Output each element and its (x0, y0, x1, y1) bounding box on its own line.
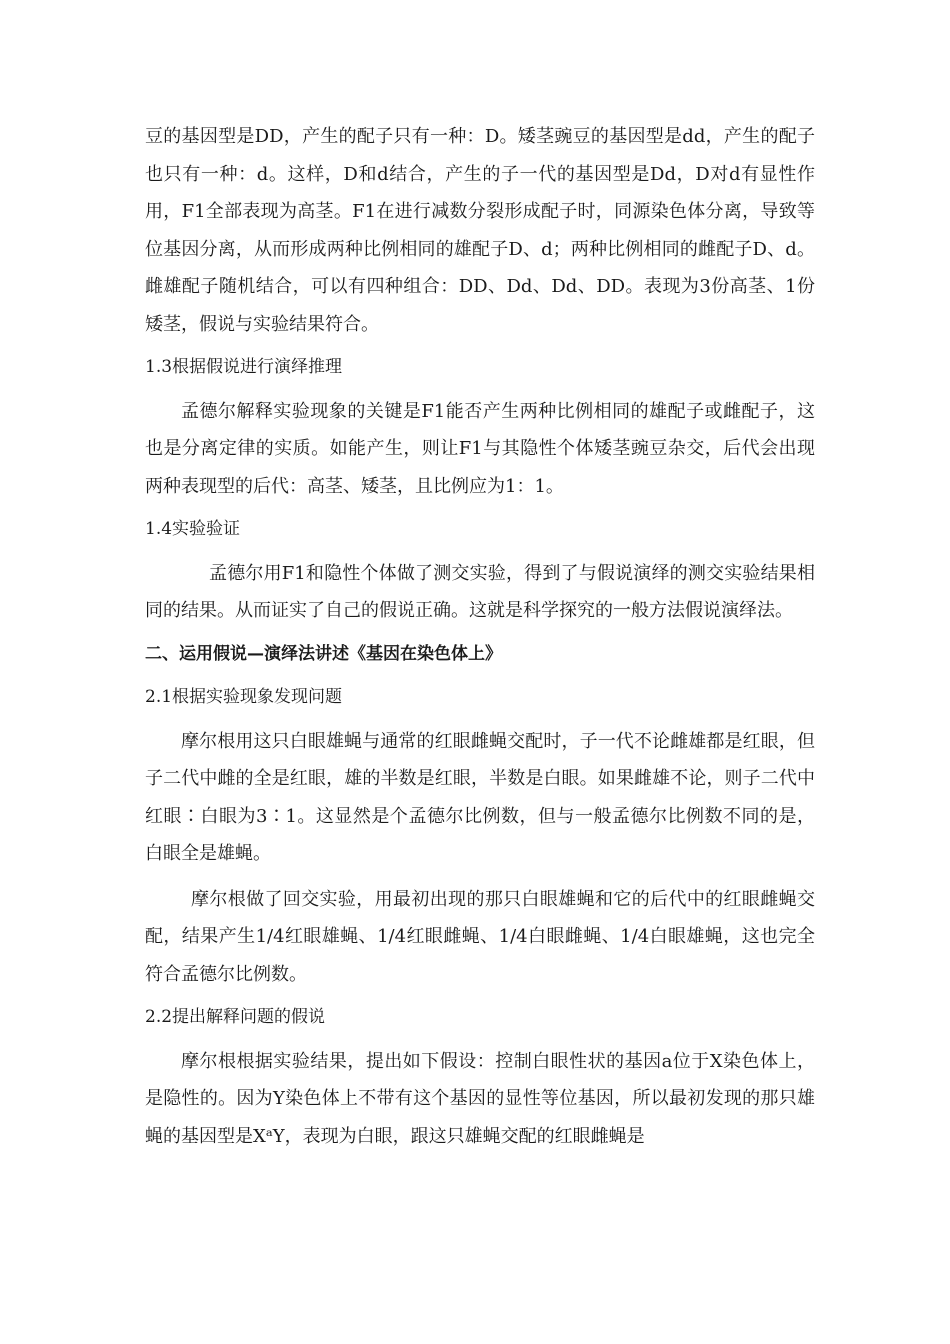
document-page (145, 118, 815, 1155)
paragraph-deduction: 孟德尔解释实验现象的关键是F1能否产生两种比例相同的雄配子或雌配子，这也是分离定律的实质。如能产生，则让F1与其隐性个体矮茎豌豆杂交，后代会出现两种表现型的后代：高茎、矮茎，且比例应为1：1。 (145, 400, 815, 497)
heading-1-4: 1.4实验验证 (145, 519, 241, 539)
paragraph-backcross: 摩尔根做了回交实验，用最初出现的那只白眼雄蝇和它的后代中的红眼雌蝇交配，结果产生1/4红眼雄蝇、1/4红眼雌蝇、1/4白眼雌蝇、1/4白眼雄蝇，这也完全符合孟德尔比例数。 (145, 888, 815, 985)
section-title-2: 二、运用假说—演绎法讲述《基因在染色体上》 (145, 643, 502, 664)
heading-1-3: 1.3根据假说进行演绎推理 (145, 357, 343, 377)
heading-2-1: 2.1根据实验现象发现问题 (145, 687, 343, 707)
paragraph-morgan-cross: 摩尔根用这只白眼雄蝇与通常的红眼雌蝇交配时，子一代不论雌雄都是红眼，但子二代中雌的全是红眼，雄的半数是红眼，半数是白眼。如果雌雄不论，则子二代中红眼∶白眼为3∶1。这显然是个孟德尔比例数，但与一般孟德尔比例数不同的是，白眼全是雄蝇。 (145, 730, 815, 864)
paragraph-dd-gametes: 豆的基因型是DD，产生的配子只有一种：D。矮茎豌豆的基因型是dd，产生的配子也只有一种：d。这样，D和d结合，产生的子一代的基因型是Dd，D对d有显性作用，F1全部表现为高茎。F1在进行减数分裂形成配子时，同源染色体分离，导致等位基因分离，从而形成两种比例相同的雄配子D、d；两种比例相同的雌配子D、d。雌雄配子随机结合，可以有四种组合：DD、Dd、Dd、DD。表现为3份高茎、1份矮茎，假说与实验结果符合。 (145, 126, 815, 335)
paragraph-hypothesis: 摩尔根根据实验结果，提出如下假设：控制白眼性状的基因a位于X染色体上，是隐性的。因为Y染色体上不带有这个基因的显性等位基因，所以最初发现的那只雄蝇的基因型是XᵃY，表现为白眼，跟这只雄蝇交配的红眼雌蝇是 (145, 1050, 815, 1147)
heading-2-2: 2.2提出解释问题的假说 (145, 1007, 326, 1027)
paragraph-verification: 孟德尔用F1和隐性个体做了测交实验，得到了与假说演绎的测交实验结果相同的结果。从而证实了自己的假说正确。这就是科学探究的一般方法假说演绎法。 (145, 562, 815, 621)
